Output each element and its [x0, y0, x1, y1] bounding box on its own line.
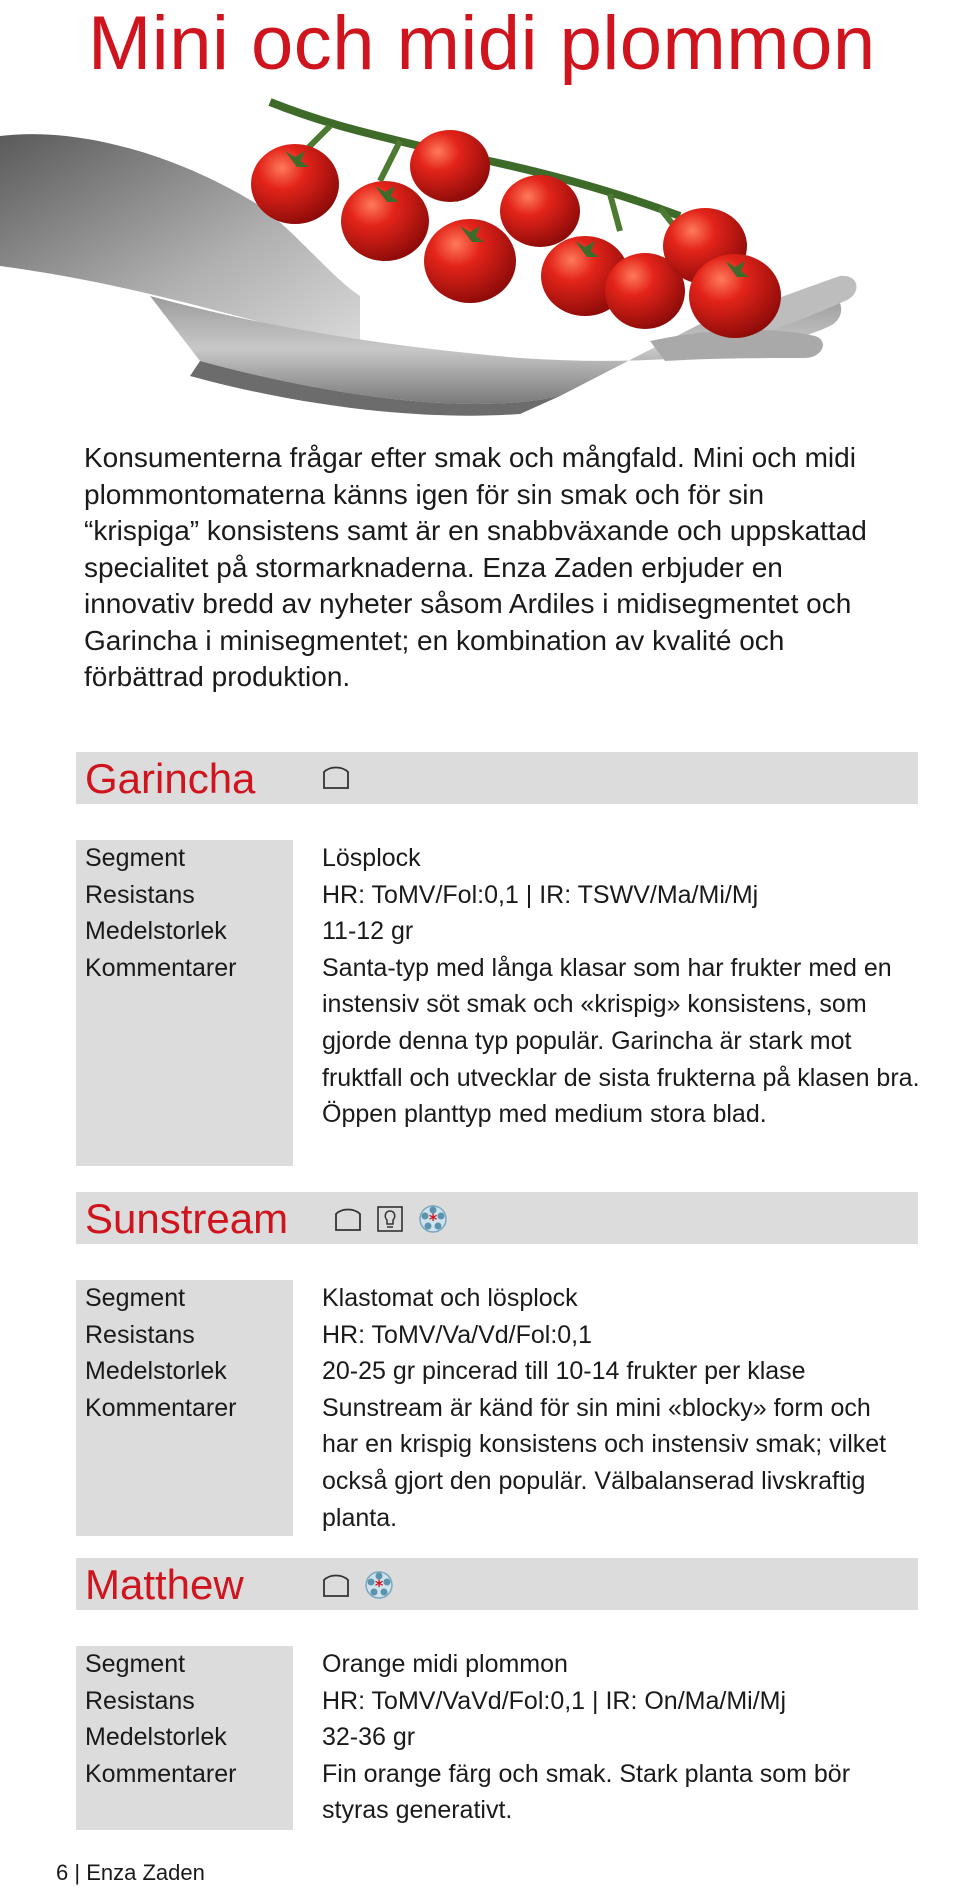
- value-column-matthew: [322, 1646, 922, 1829]
- variety-name: Garincha: [85, 755, 256, 802]
- value-segment: Lösplock: [322, 844, 421, 872]
- value-medelstorlek: 20-25 gr pincerad till 10-14 frukter per klase: [322, 1357, 806, 1386]
- greenhouse-icon: [334, 1206, 362, 1232]
- label-segment: Segment: [85, 1284, 186, 1312]
- flower-badge-icon: [418, 1204, 448, 1234]
- value-resistans: HR: ToMV/VaVd/Fol:0,1 | IR: On/Ma/Mi/Mj: [322, 1686, 787, 1715]
- hero-photo: [0, 96, 960, 416]
- lamp-icon: [376, 1205, 404, 1233]
- page-number: 6: [56, 1860, 69, 1885]
- value-medelstorlek: 32-36 gr: [322, 1723, 416, 1752]
- variety-name: Matthew: [85, 1561, 244, 1608]
- greenhouse-icon: [322, 764, 350, 790]
- variety-name: Sunstream: [85, 1195, 289, 1242]
- page-title: Mini och midi plommon: [88, 1, 876, 86]
- svg-text:*: *: [374, 1576, 384, 1595]
- value-kommentarer: Fin orange färg och smak. Stark planta som bör styras generativt.: [322, 1759, 851, 1825]
- footer-separator: |: [74, 1860, 81, 1885]
- value-medelstorlek: 11-12 gr: [322, 917, 414, 946]
- value-resistans: HR: ToMV/Va/Vd/Fol:0,1: [322, 1320, 593, 1349]
- page-footer: [56, 1860, 205, 1886]
- value-kommentarer: Sunstream är känd för sin mini «blocky» form och har en krispig konsistens och instensiv smak; vilket också gjort den populär. Välbalanserad livskraftig planta.: [322, 1393, 887, 1532]
- label-medelstorlek: Medelstorlek: [85, 917, 227, 946]
- value-kommentarer: Santa-typ med långa klasar som har frukter med en instensiv söt smak och «krispig» konsistens, som gjorde denna typ populär. Garincha är stark mot fruktfall och utvecklar de sista frukterna på klasen bra. Öppen planttyp med medium stora blad.: [322, 953, 920, 1129]
- value-column-sunstream: [322, 1280, 922, 1536]
- label-kommentarer: Kommentarer: [85, 1393, 237, 1422]
- value-column-garincha: [322, 840, 922, 1133]
- label-column-matthew: [76, 1646, 293, 1830]
- label-resistans: Resistans: [85, 1320, 195, 1349]
- label-column-sunstream: [76, 1280, 293, 1536]
- flower-badge-icon: [364, 1570, 394, 1600]
- label-medelstorlek: Medelstorlek: [85, 1357, 227, 1386]
- value-resistans: HR: ToMV/Fol:0,1 | IR: TSWV/Ma/Mi/Mj: [322, 880, 759, 909]
- variety-header-matthew: [76, 1558, 918, 1610]
- value-segment: Orange midi plommon: [322, 1650, 568, 1678]
- label-kommentarer: Kommentarer: [85, 1759, 237, 1788]
- label-resistans: Resistans: [85, 1686, 195, 1715]
- label-segment: Segment: [85, 1650, 186, 1678]
- hands-with-tomatoes-image: [0, 96, 960, 416]
- label-medelstorlek: Medelstorlek: [85, 1723, 227, 1752]
- variety-header-sunstream: [76, 1192, 918, 1244]
- greenhouse-icon: [322, 1572, 350, 1598]
- svg-text:*: *: [428, 1210, 438, 1229]
- label-segment: Segment: [85, 844, 186, 872]
- label-column-garincha: [76, 840, 293, 1166]
- value-segment: Klastomat och lösplock: [322, 1284, 578, 1312]
- label-resistans: Resistans: [85, 880, 195, 909]
- variety-header-garincha: [76, 752, 918, 804]
- footer-brand: Enza Zaden: [86, 1860, 205, 1885]
- intro-paragraph: Konsumenterna frågar efter smak och mångfald. Mini och midi plommontomaterna känns igen för sin smak och för sin “krispiga” konsistens samt är en snabbväxande och uppskattad specialitet på stormarknaderna. Enza Zaden erbjuder en innovativ bredd av nyheter såsom Ardiles i midisegmentet och Garincha i minisegmentet; en kombination av kvalité och förbättrad produktion.: [84, 442, 867, 692]
- label-kommentarer: Kommentarer: [85, 953, 237, 982]
